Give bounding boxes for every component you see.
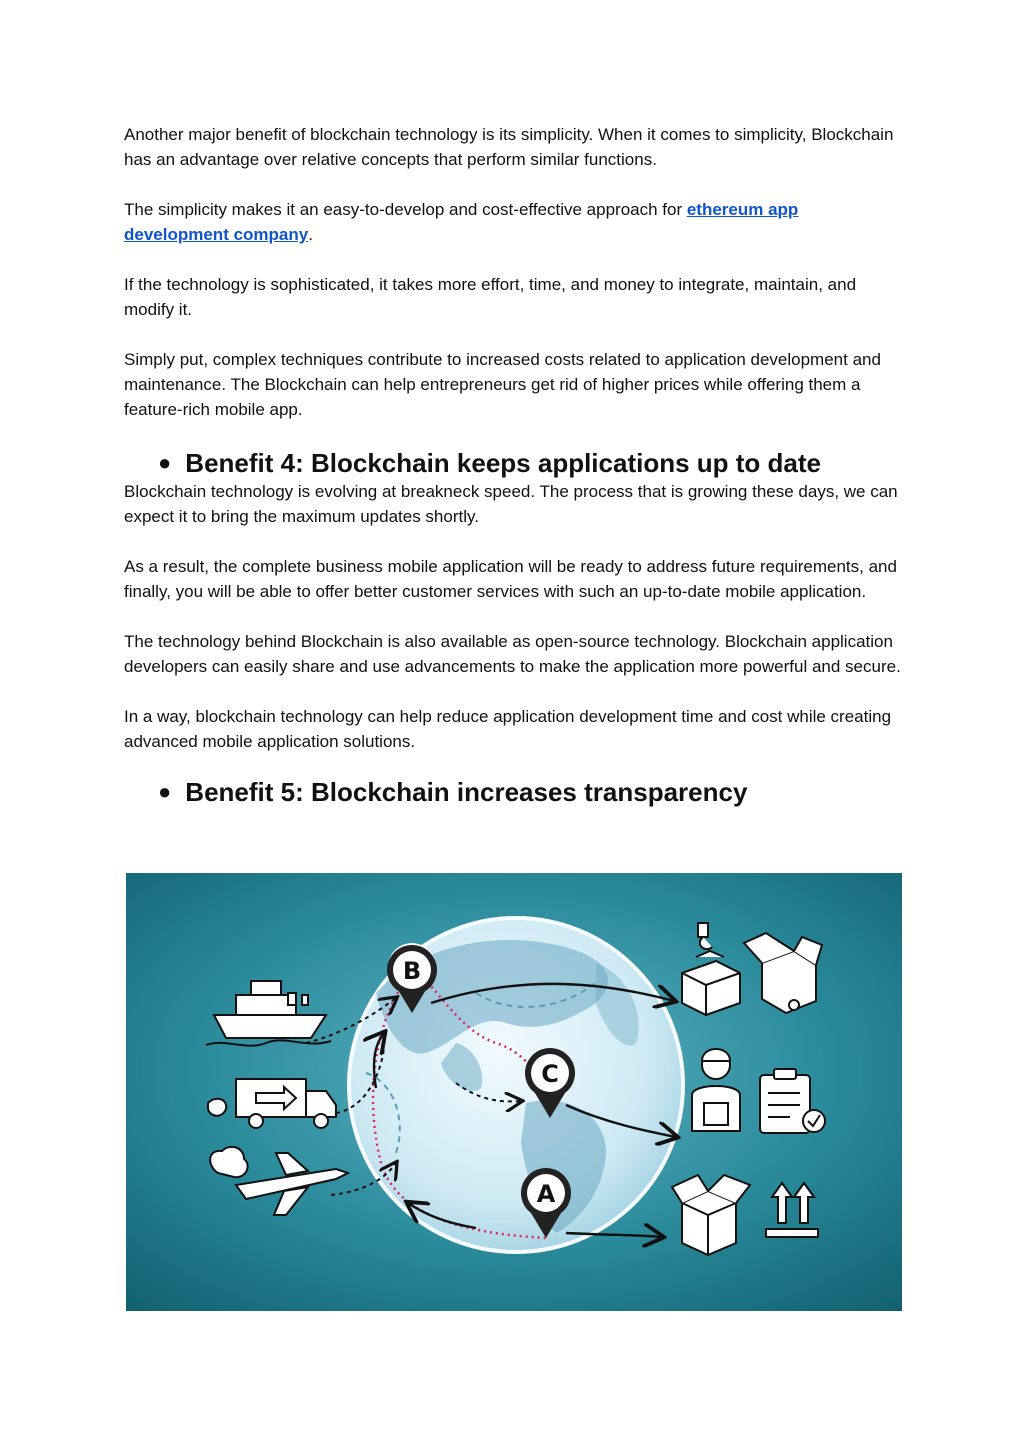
ethereum-app-development-link[interactable]: ethereum app development company <box>124 200 799 244</box>
paragraph-suffix: . <box>308 225 313 244</box>
paragraph-sophisticated: If the technology is sophisticated, it takes more effort, time, and money to integrate, maintain, and modify it. <box>124 275 857 319</box>
paragraph-simplicity-approach <box>124 197 904 247</box>
document-body <box>124 122 904 814</box>
pin-c-label: C <box>541 1060 559 1088</box>
pin-b-label: B <box>402 957 422 985</box>
heading-benefit-4 <box>158 447 904 479</box>
paragraph-prefix: The simplicity makes it an easy-to-develop and cost-effective approach for <box>124 200 687 219</box>
pin-a-label: A <box>536 1180 556 1208</box>
paragraph-complex-techniques: Simply put, complex techniques contribute to increased costs related to application development and maintenance. The Blockchain can help entrepreneurs get rid of higher prices while offering them a feature-rich mobile app. <box>124 350 881 419</box>
heading-benefit-4-text: Benefit 4: Blockchain keeps applications up to date <box>185 448 821 478</box>
paragraph-evolving: Blockchain technology is evolving at breakneck speed. The process that is growing these days, we can expect it to bring the maximum updates shortly. <box>124 482 898 526</box>
paragraph-result: As a result, the complete business mobile application will be ready to address future requirements, and finally, you will be able to offer better customer services with such an up-to-date mobile application. <box>124 557 897 601</box>
supply-chain-illustration <box>126 873 902 1311</box>
supply-chain-svg <box>126 873 902 1311</box>
heading-benefit-5 <box>158 776 904 808</box>
paragraph-simplicity-intro: Another major benefit of blockchain technology is its simplicity. When it comes to simplicity, Blockchain has an advantage over relative concepts that perform similar functions. <box>124 125 894 169</box>
paragraph-open-source: The technology behind Blockchain is also available as open-source technology. Blockchain application developers can easily share and use advancements to make the application more powerful and secure. <box>124 632 901 676</box>
heading-benefit-5-text: Benefit 5: Blockchain increases transparency <box>185 777 748 807</box>
bullet-icon: ● <box>158 450 172 475</box>
paragraph-reduce-cost: In a way, blockchain technology can help reduce application development time and cost while creating advanced mobile application solutions. <box>124 707 892 751</box>
bullet-icon: ● <box>158 779 172 804</box>
